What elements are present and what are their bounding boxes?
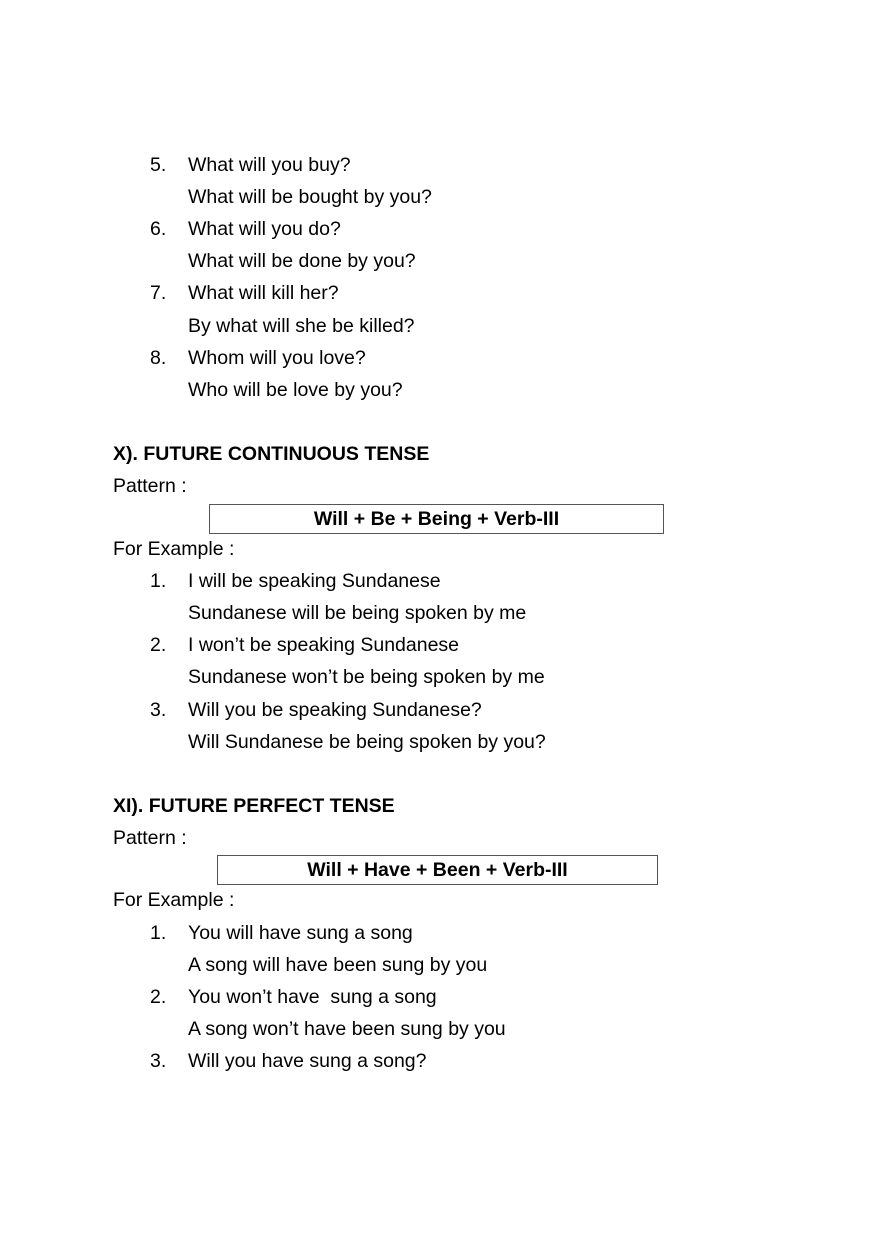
passive-sentence: Who will be love by you?: [188, 379, 403, 401]
example-label: For Example :: [113, 889, 235, 911]
active-sentence: Whom will you love?: [188, 347, 366, 369]
list-number: 8.: [150, 347, 167, 369]
passive-sentence: What will be done by you?: [188, 250, 416, 272]
list-number: 2.: [150, 986, 167, 1008]
example-label: For Example :: [113, 538, 235, 560]
passive-sentence: A song won’t have been sung by you: [188, 1018, 506, 1040]
active-sentence: Will you be speaking Sundanese?: [188, 699, 482, 721]
pattern-label: Pattern :: [113, 827, 187, 849]
active-sentence: What will kill her?: [188, 282, 339, 304]
active-sentence: You will have sung a song: [188, 922, 413, 944]
active-sentence: I won’t be speaking Sundanese: [188, 634, 460, 656]
passive-sentence: Sundanese won’t be being spoken by me: [188, 666, 545, 688]
list-number: 7.: [150, 282, 167, 304]
list-number: 5.: [150, 154, 167, 176]
passive-sentence: A song will have been sung by you: [188, 954, 488, 976]
active-sentence: What will you buy?: [188, 154, 351, 176]
section-heading: XI). FUTURE PERFECT TENSE: [113, 795, 395, 817]
list-number: 3.: [150, 699, 167, 721]
active-sentence: Will you have sung a song?: [188, 1050, 427, 1072]
active-sentence: I will be speaking Sundanese: [188, 570, 441, 592]
list-number: 2.: [150, 634, 167, 656]
passive-sentence: What will be bought by you?: [188, 186, 432, 208]
list-number: 1.: [150, 570, 167, 592]
active-sentence: What will you do?: [188, 218, 341, 240]
pattern-label: Pattern :: [113, 475, 187, 497]
section-heading: X). FUTURE CONTINUOUS TENSE: [113, 443, 430, 465]
passive-sentence: Sundanese will be being spoken by me: [188, 602, 527, 624]
passive-sentence: By what will she be killed?: [188, 315, 415, 337]
list-number: 1.: [150, 922, 167, 944]
list-number: 6.: [150, 218, 167, 240]
active-sentence: You won’t have sung a song: [188, 986, 437, 1008]
pattern-formula-box: Will + Have + Been + Verb-III: [217, 855, 658, 885]
passive-sentence: Will Sundanese be being spoken by you?: [188, 731, 546, 753]
pattern-formula-box: Will + Be + Being + Verb-III: [209, 504, 664, 534]
list-number: 3.: [150, 1050, 167, 1072]
